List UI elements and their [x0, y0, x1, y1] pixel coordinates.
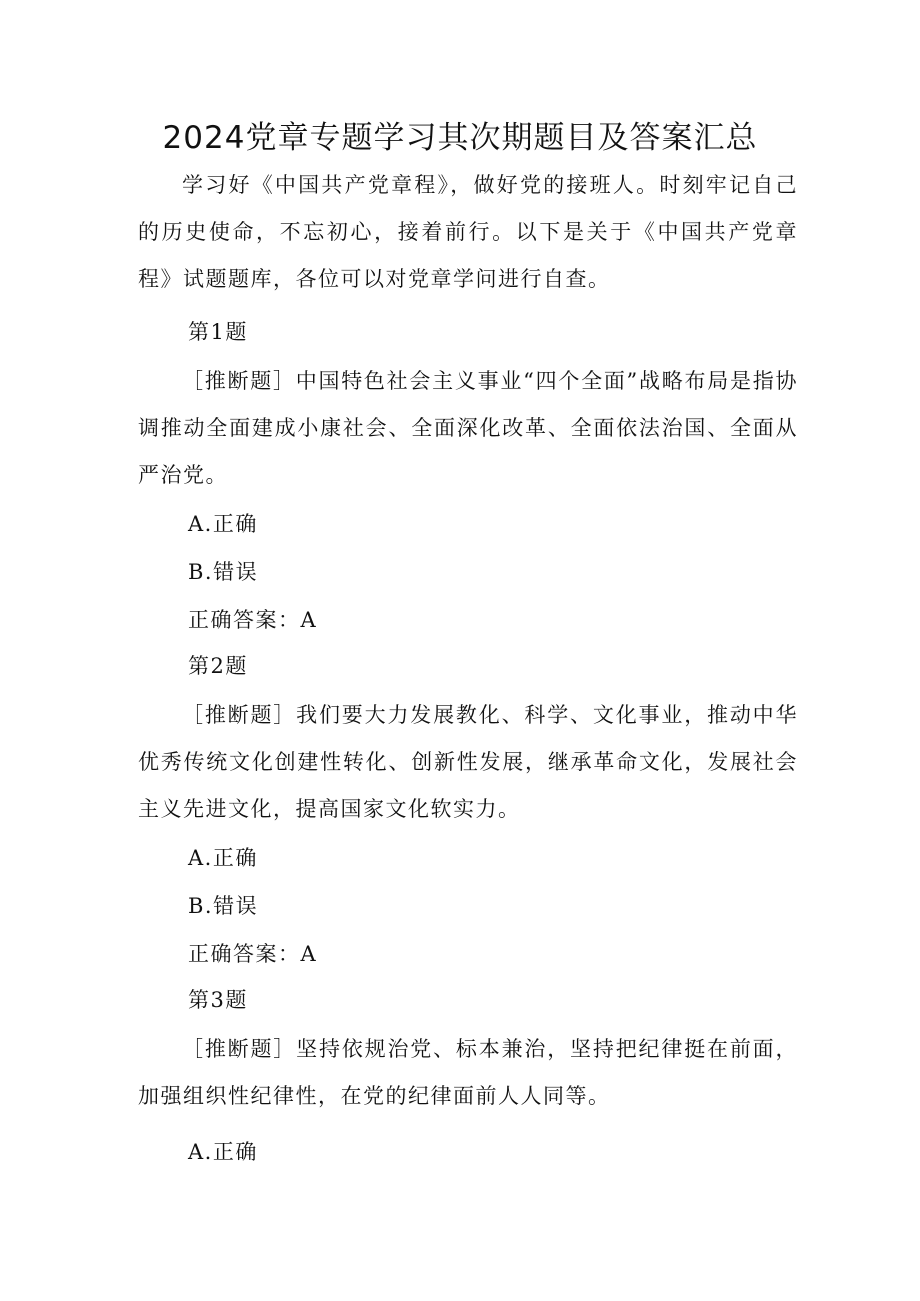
question-1-option-a: A.正确 [188, 512, 258, 536]
question-1-text: ［推断题］中国特色社会主义事业“四个全面”战略布局是指协调推动全面建成小康社会、全面深化改革、全面依法治国、全面从严治党。 [138, 369, 798, 487]
question-1-number: 第1题 [188, 320, 248, 344]
question-2-option-b: B.错误 [188, 894, 259, 918]
intro-paragraph: 学习好《中国共产党章程》，做好党的接班人。时刻牢记自己的历史使命，不忘初心，接着前行。以下是关于《中国共产党章程》试题题库，各位可以对党章学问进行自查。 [138, 173, 798, 291]
question-3-option-a: A.正确 [188, 1140, 258, 1164]
question-1-answer: 正确答案：A [188, 608, 318, 632]
question-1-option-b: B.错误 [188, 560, 259, 584]
question-2-text: ［推断题］我们要大力发展教化、科学、文化事业，推动中华优秀传统文化创建性转化、创新性发展，继承革命文化，发展社会主义先进文化，提高国家文化软实力。 [138, 703, 798, 821]
question-3-text: ［推断题］坚持依规治党、标本兼治，坚持把纪律挺在前面，加强组织性纪律性，在党的纪律面前人人同等。 [138, 1037, 798, 1108]
question-2-option-a: A.正确 [188, 846, 258, 870]
question-3-number: 第3题 [188, 988, 248, 1012]
document-title: 2024党章专题学习其次期题目及答案汇总 [162, 120, 758, 156]
question-2-number: 第2题 [188, 654, 248, 678]
question-2-answer: 正确答案：A [188, 942, 318, 966]
